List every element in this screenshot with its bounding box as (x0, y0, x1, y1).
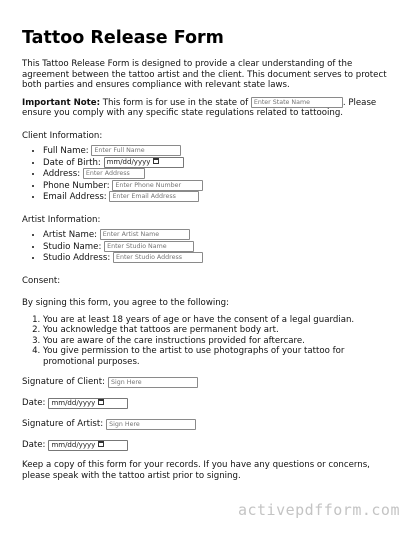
artist-signature-label: Signature of Artist: (22, 418, 104, 429)
studio-name-input[interactable] (104, 241, 194, 252)
list-item (43, 252, 394, 264)
important-note-text-before: This form is for use in the state of (100, 97, 251, 108)
list-item (43, 191, 394, 203)
client-signature-input[interactable] (108, 377, 198, 388)
calendar-icon[interactable] (98, 441, 104, 447)
phone-number-label: Phone Number: (43, 180, 110, 191)
artist-name-input[interactable] (100, 229, 190, 240)
studio-address-input[interactable] (113, 252, 203, 263)
list-item: 4. You give permission to the artist to use photographs of your tattoo for promotional purposes. (43, 346, 394, 367)
list-item: 2. You acknowledge that tattoos are permanent body art. (43, 325, 394, 336)
important-note-label: Important Note: (22, 97, 101, 108)
artist-info-heading: Artist Information: (22, 214, 101, 225)
consent-list (22, 315, 394, 368)
consent-lead: By signing this form, you agree to the following: (22, 298, 230, 308)
full-name-input[interactable] (91, 145, 181, 156)
client-signature-label: Signature of Client: (22, 376, 105, 387)
client-info-heading: Client Information: (22, 130, 103, 141)
list-item (43, 180, 394, 192)
artist-date-row (22, 439, 394, 451)
client-date-value: mm/dd/yyyy (51, 398, 96, 407)
intro-paragraph: This Tattoo Release Form is designed to provide a clear understanding of the agreement between the tattoo artist and the client. This document serves to protect both parties and ensures compliance with relevant state laws. (22, 59, 387, 90)
artist-name-label: Artist Name: (43, 230, 97, 240)
client-date-label: Date: (22, 397, 46, 408)
list-item: 1. You are at least 18 years of age or have the consent of a legal guardian. (43, 315, 394, 326)
date-of-birth-input[interactable] (104, 157, 184, 168)
client-date-input[interactable] (48, 398, 128, 409)
list-item (43, 145, 394, 157)
email-address-input[interactable] (109, 191, 199, 202)
list-item: 3. You are aware of the care instructions provided for aftercare. (43, 336, 394, 347)
address-input[interactable] (83, 168, 145, 179)
important-note (22, 97, 394, 119)
client-signature-row (22, 376, 394, 388)
artist-signature-row (22, 418, 394, 430)
list-item (43, 157, 394, 169)
artist-date-label: Date: (22, 439, 46, 450)
studio-name-label: Studio Name: (43, 241, 102, 252)
phone-number-input[interactable] (112, 180, 203, 191)
address-label: Address: (43, 169, 81, 179)
calendar-icon[interactable] (153, 158, 159, 164)
artist-date-input[interactable] (48, 440, 128, 451)
client-info-list (22, 145, 394, 203)
calendar-icon[interactable] (98, 399, 104, 405)
state-name-input[interactable] (251, 97, 343, 108)
consent-heading: Consent: (22, 275, 61, 286)
list-item (43, 168, 394, 180)
email-address-label: Email Address: (43, 192, 107, 202)
list-item (43, 241, 394, 253)
watermark-text: activepdfform.com (237, 501, 400, 519)
studio-address-label: Studio Address: (43, 253, 111, 263)
artist-signature-input[interactable] (106, 419, 196, 430)
artist-info-list (22, 229, 394, 264)
form-page (22, 28, 394, 481)
date-of-birth-value: mm/dd/yyyy (106, 157, 151, 166)
artist-date-value: mm/dd/yyyy (51, 440, 96, 449)
list-item (43, 229, 394, 241)
closing-paragraph: Keep a copy of this form for your records. If you have any questions or concerns, please speak with the tattoo artist prior to signing. (22, 460, 370, 481)
full-name-label: Full Name: (43, 146, 89, 156)
important-note-text-after: . Please ensure you comply with any specific state regulations related to tattooing. (22, 97, 377, 118)
page-title: Tattoo Release Form (22, 28, 224, 48)
date-of-birth-label: Date of Birth: (43, 157, 101, 168)
client-date-row (22, 397, 394, 409)
